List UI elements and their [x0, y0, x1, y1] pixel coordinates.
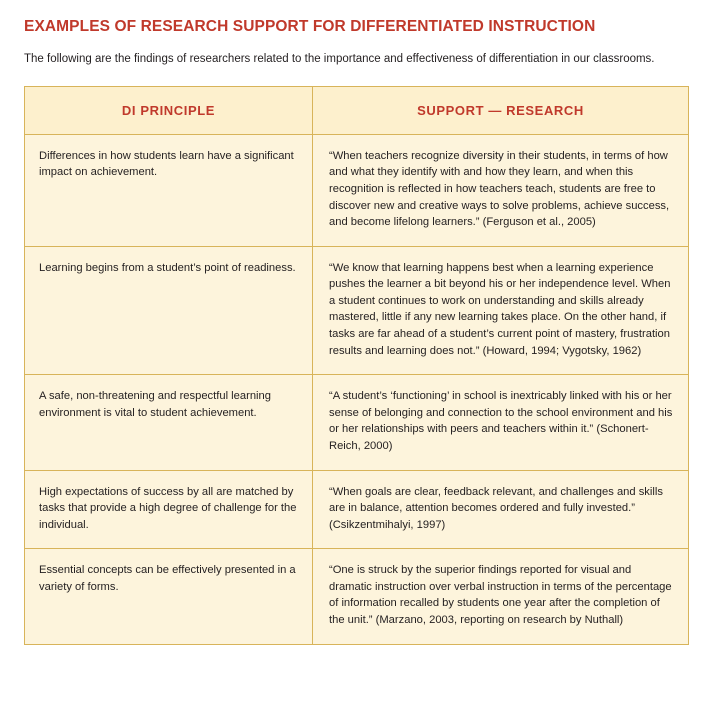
table-row: [25, 549, 689, 644]
research-support-table: [24, 86, 689, 645]
table-row: [25, 470, 689, 549]
cell-support: “A student’s ‘functioning’ in school is inextricably linked with his or her sense of belonging and connection to the school environment and his or her relationships with peers and teachers within it.” (Schonert-Reich, 2000): [313, 375, 689, 470]
table-header-row: [25, 86, 689, 134]
cell-principle: Differences in how students learn have a significant impact on achievement.: [25, 134, 313, 246]
cell-support: “One is struck by the superior findings reported for visual and dramatic instruction over verbal instruction in terms of the percentage of information recalled by students one year after the completion of the unit.” (Marzano, 2003, reporting on research by Nuthall): [313, 549, 689, 644]
table-row: [25, 134, 689, 246]
column-header-principle: DI PRINCIPLE: [25, 86, 313, 134]
intro-paragraph: The following are the findings of researchers related to the importance and effectiveness of differentiation in our classrooms.: [24, 52, 655, 65]
cell-support: “When teachers recognize diversity in their students, in terms of how and what they identify with and how they learn, and when this recognition is reflected in how teachers teach, students are free to discover new and creative ways to solve problems, achieve success, and become lifelong learners.” (Ferguson et al., 2005): [313, 134, 689, 246]
cell-support: “We know that learning happens best when a learning experience pushes the learner a bit beyond his or her independence level. When a student continues to work on understanding and skills already mastered, little if any new learning takes place. On the other hand, if tasks are far ahead of a student’s current point of mastery, frustration results and learning does not.” (Howard, 1994; Vygotsky, 1962): [313, 246, 689, 374]
cell-support: “When goals are clear, feedback relevant, and challenges and skills are in balance, attention becomes ordered and fully invested.” (Csikzentmihalyi, 1997): [313, 470, 689, 549]
table-body: [25, 134, 689, 644]
cell-principle: A safe, non-threatening and respectful learning environment is vital to student achievement.: [25, 375, 313, 470]
cell-principle: Learning begins from a student’s point of readiness.: [25, 246, 313, 374]
table-row: [25, 246, 689, 374]
page-title: EXAMPLES OF RESEARCH SUPPORT FOR DIFFERENTIATED INSTRUCTION: [24, 18, 596, 35]
column-header-support: SUPPORT — RESEARCH: [313, 86, 689, 134]
table-header: [25, 86, 689, 134]
table-row: [25, 375, 689, 470]
cell-principle: High expectations of success by all are matched by tasks that provide a high degree of challenge for the individual.: [25, 470, 313, 549]
cell-principle: Essential concepts can be effectively presented in a variety of forms.: [25, 549, 313, 644]
